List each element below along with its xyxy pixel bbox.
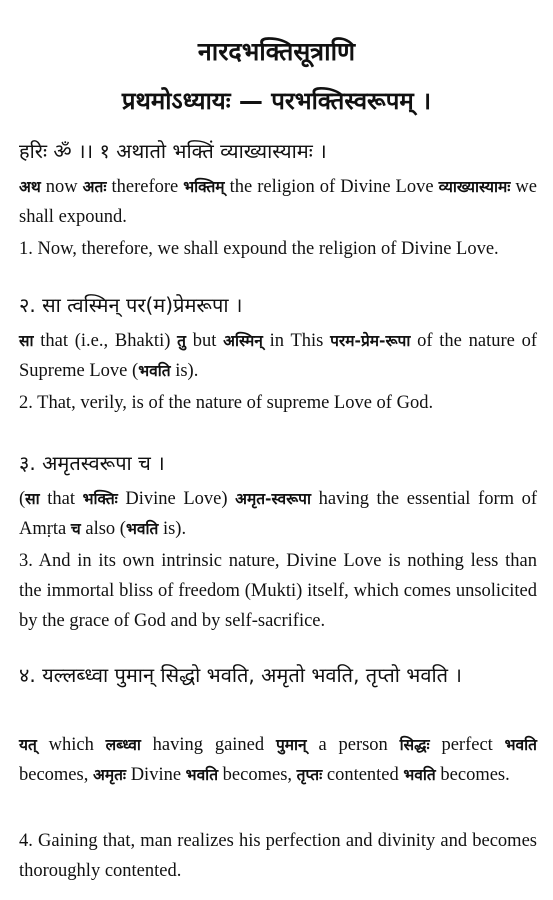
gloss-word: सिद्धः (399, 736, 430, 754)
gloss-meaning: we shall expound. (19, 177, 537, 227)
gloss-meaning: is). (170, 361, 199, 381)
gloss-word: यत् (19, 736, 37, 754)
book-title: नारदभक्तिसूत्राणि (197, 37, 356, 66)
sutra-2-gloss (19, 326, 537, 386)
gloss-paren: ( (19, 489, 26, 509)
gloss-meaning: the religion of Divine Love (224, 177, 439, 197)
gloss-word: भवति (125, 520, 159, 538)
gloss-meaning: that (39, 489, 83, 509)
sutra-2-text: २. सा त्वस्मिन् पर(म)प्रेमरूपा । (19, 293, 243, 317)
gloss-meaning: becomes. (435, 765, 510, 785)
gloss-meaning: a person (306, 735, 400, 755)
gloss-word: भक्तिः (82, 490, 118, 508)
gloss-meaning: becomes, (218, 765, 297, 785)
gloss-meaning: of the nature of Supreme Love ( (19, 331, 537, 381)
sutra-4-translation: 4. Gaining that, man realizes his perfection and divinity and becomes thoroughly contented. (19, 831, 537, 881)
gloss-meaning: is). (158, 519, 187, 539)
sutra-1-text: हरिः ॐ ।। १ अथातो भक्तिं व्याख्यास्यामः । (19, 139, 327, 163)
gloss-meaning: having the essential form of Amṛta (19, 489, 537, 539)
gloss-meaning: therefore (106, 177, 184, 197)
gloss-meaning: Divine Love) (117, 489, 236, 509)
gloss-word: व्याख्यास्यामः (438, 178, 511, 196)
gloss-word: भवति (138, 362, 171, 380)
gloss-word: पुमान् (275, 736, 307, 754)
gloss-word: भक्तिम् (183, 178, 225, 196)
sutra-3-gloss (19, 484, 537, 544)
sutra-2-translation: 2. That, verily, is of the nature of supreme Love of God. (19, 393, 434, 413)
gloss-word: सा (19, 332, 34, 350)
gloss-word: परम-प्रेम-रूपा (330, 332, 411, 350)
gloss-meaning: that (i.e., Bhakti) (33, 331, 178, 351)
sutra-3-text: ३. अमृतस्वरूपा च । (19, 451, 165, 475)
gloss-word: अथ (19, 178, 41, 196)
gloss-word: सा (25, 490, 40, 508)
gloss-meaning: perfect (429, 735, 505, 755)
sutra-4-text: ४. यल्लब्ध्वा पुमान् सिद्धो भवति, अमृतो भवति, तृप्तो भवति । (19, 663, 462, 687)
gloss-meaning: in This (262, 331, 331, 351)
gloss-meaning: but (185, 331, 224, 351)
gloss-word: अमृतः (92, 766, 127, 784)
gloss-word: अमृत-स्वरूपा (235, 490, 311, 508)
gloss-word: भवति (185, 766, 219, 784)
gloss-word: लब्ध्वा (105, 736, 141, 754)
sutra-3-translation: 3. And in its own intrinsic nature, Divine Love is nothing less than the immortal bliss of freedom (Mukti) itself, which comes unsolicited by the grace of God and by self-sacrifice. (19, 551, 537, 631)
sutra-4-gloss (19, 730, 537, 790)
gloss-word: च (70, 520, 81, 538)
gloss-meaning: becomes, (19, 765, 93, 785)
gloss-word: तृप्तः (296, 766, 323, 784)
gloss-word: अस्मिन् (223, 332, 263, 350)
gloss-word: तु (177, 332, 186, 350)
gloss-word: भवति (403, 766, 436, 784)
gloss-meaning: which (36, 735, 106, 755)
gloss-word: भवति (504, 736, 537, 754)
chapter-title: प्रथमोऽध्यायः — परभक्तिस्वरूपम् । (121, 87, 432, 115)
gloss-meaning: having gained (140, 735, 276, 755)
gloss-meaning: also ( (80, 519, 126, 539)
gloss-meaning: contented (322, 765, 404, 785)
gloss-word: अतः (82, 178, 107, 196)
gloss-meaning: now (40, 177, 83, 197)
sutra-1-translation: 1. Now, therefore, we shall expound the religion of Divine Love. (19, 239, 499, 259)
gloss-meaning: Divine (126, 765, 186, 785)
sutra-1-gloss (19, 172, 537, 232)
